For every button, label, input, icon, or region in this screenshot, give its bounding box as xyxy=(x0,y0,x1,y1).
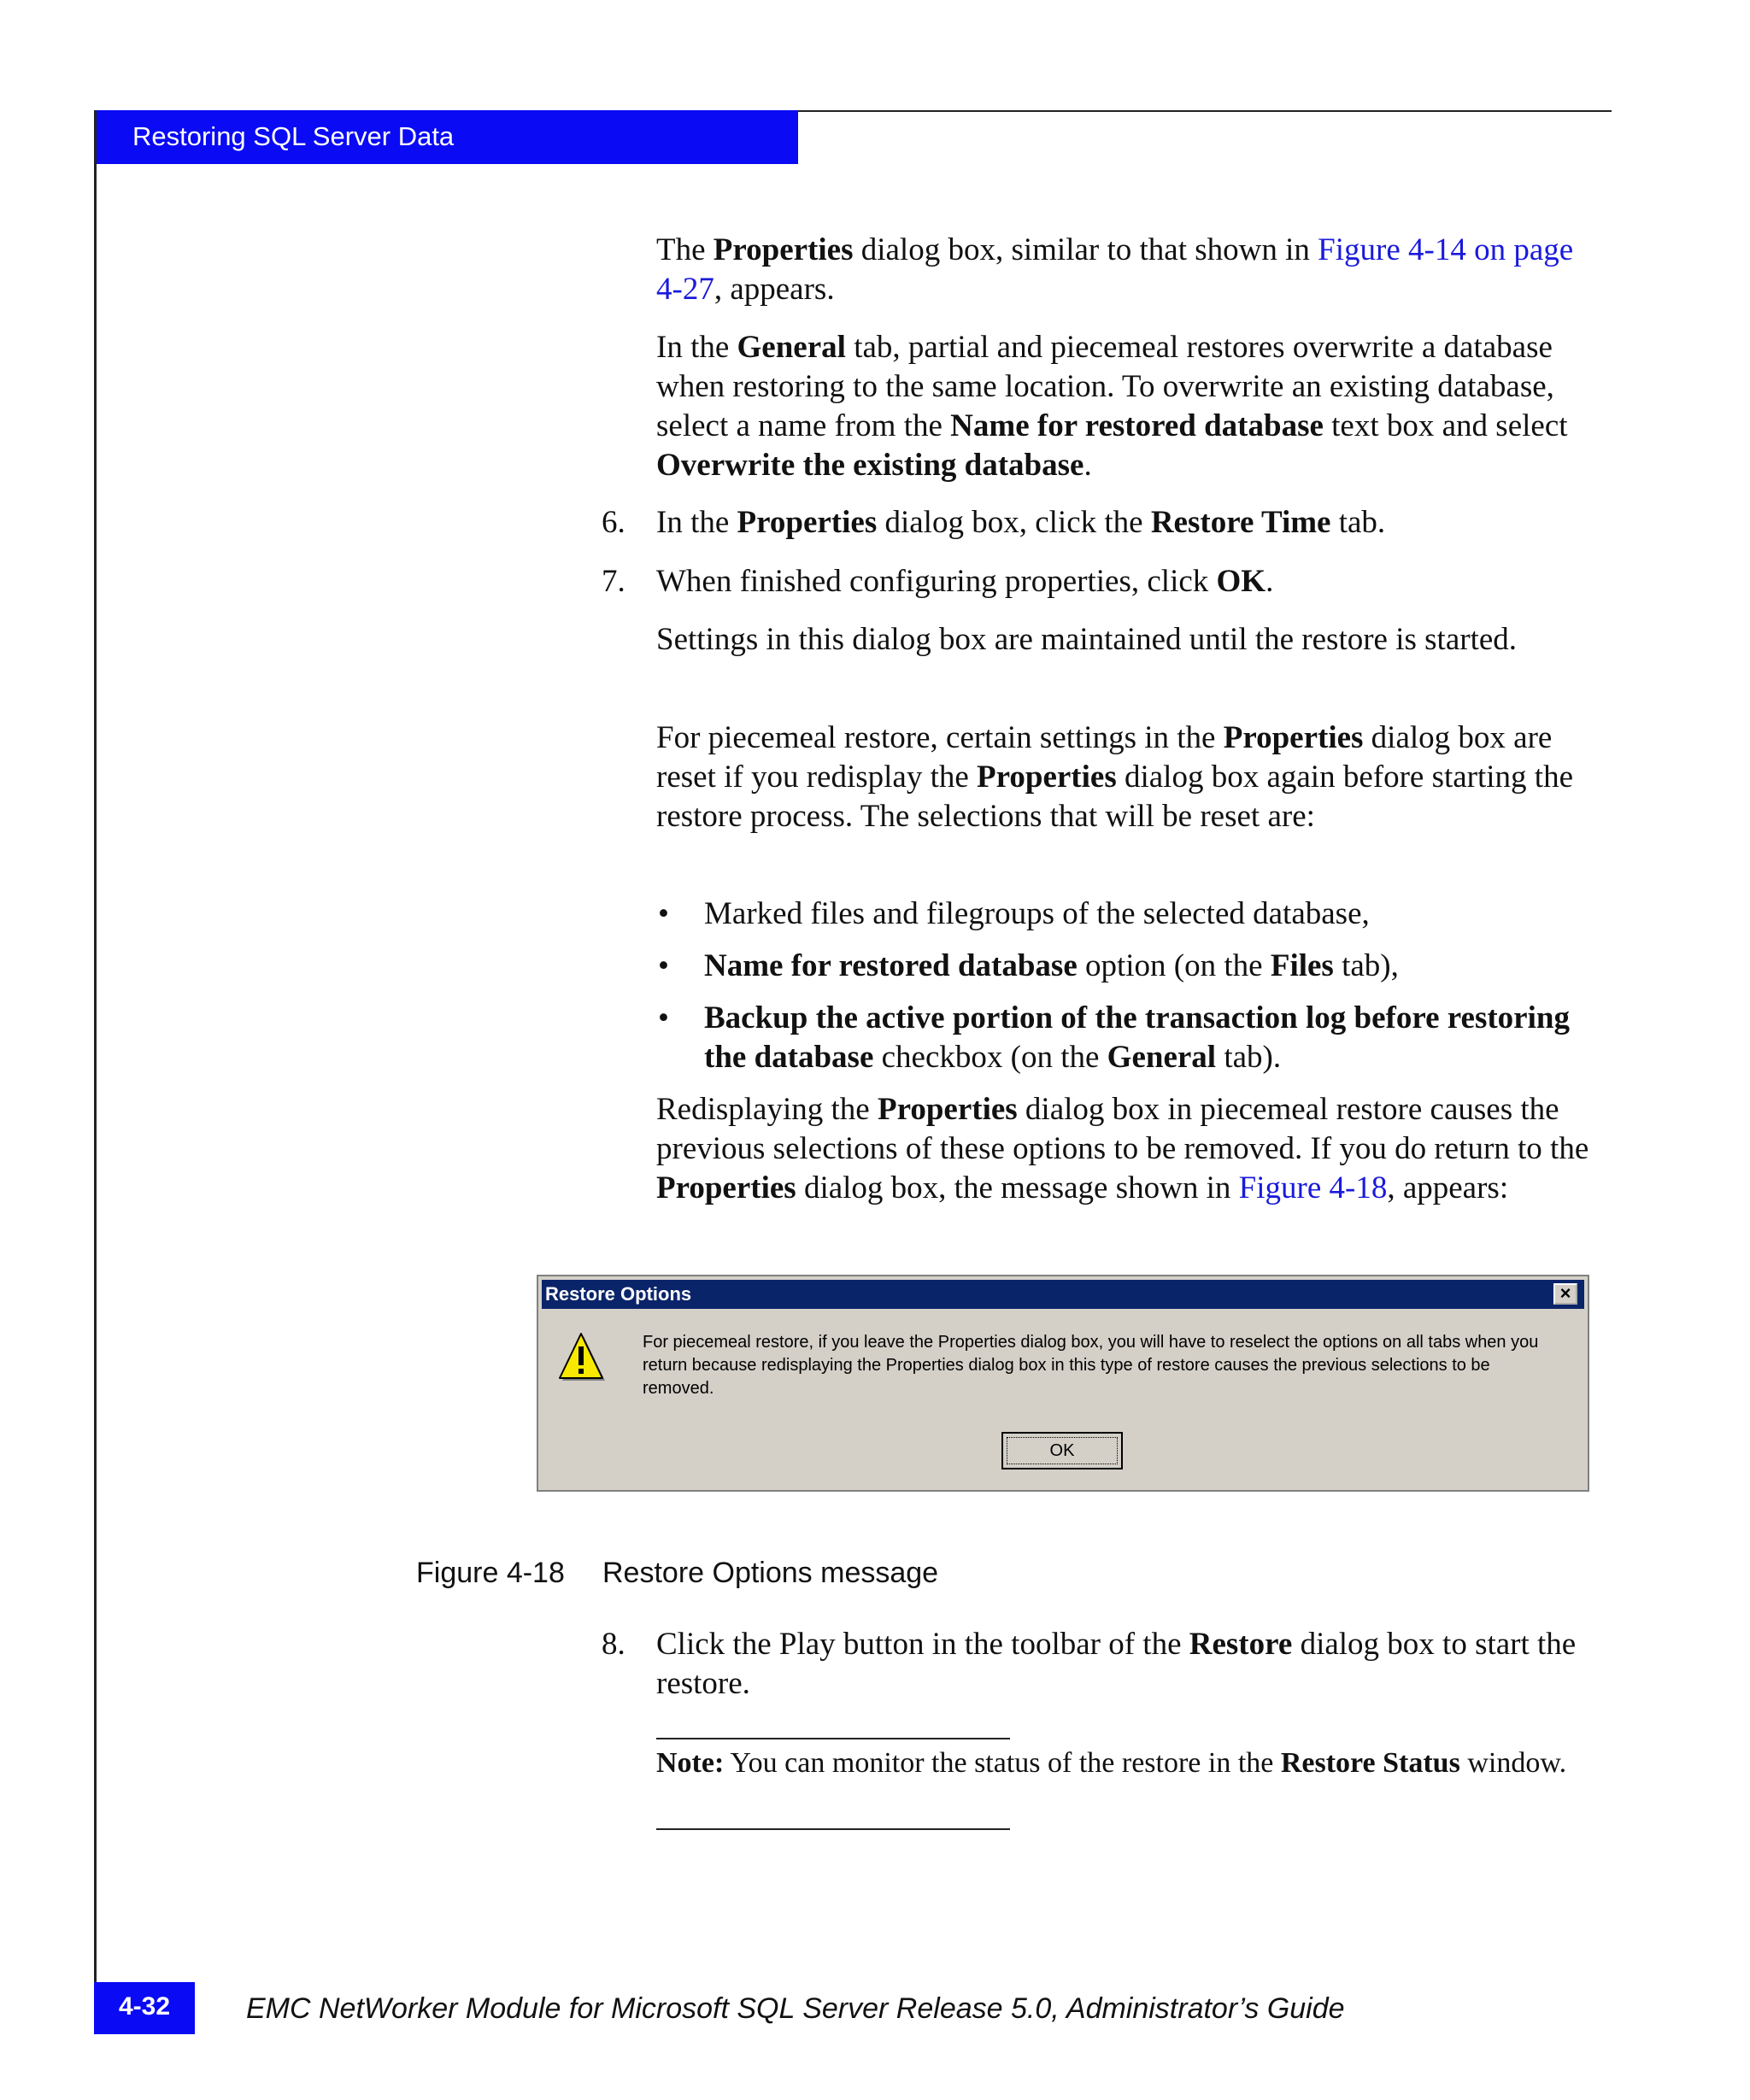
dialog-titlebar xyxy=(542,1280,1584,1309)
figure-label: Figure 4-18 xyxy=(416,1557,565,1589)
note-label: Note: xyxy=(656,1747,725,1779)
figure-4-18-link[interactable]: Figure 4-18 xyxy=(1238,1170,1388,1205)
left-margin-rule xyxy=(94,110,97,2034)
bullet-marker: • xyxy=(658,948,669,983)
close-button[interactable] xyxy=(1553,1283,1577,1305)
bullet-marker: • xyxy=(658,896,669,931)
restore-options-dialog xyxy=(537,1275,1589,1492)
step-number: 7. xyxy=(602,564,625,599)
paragraph-piecemeal-reset: For piecemeal restore, certain settings in the Properties dialog box are reset if you redisplay the Properties dialog box again before starting the restore process. The selections that will be reset are: xyxy=(656,720,1574,834)
note-top-rule xyxy=(656,1738,1010,1739)
bullet-marker: • xyxy=(658,1000,669,1035)
warning-icon xyxy=(555,1331,607,1386)
running-header-title: Restoring SQL Server Data xyxy=(132,121,455,151)
step-6-text: In the Properties dialog box, click the Restore Time tab. xyxy=(656,505,1386,540)
paragraph-properties-intro: The Properties dialog box, similar to that shown in Figure 4-14 on page 4-27, appears. xyxy=(656,232,1574,307)
bullet-item: Name for restored database option (on the Files tab), xyxy=(704,948,1399,983)
ok-button-label: OK xyxy=(1007,1437,1118,1464)
paragraph-general-tab: In the General tab, partial and piecemeal restores overwrite a database when restoring to the same location. To overwrite an existing database, select a name from the Name for restored database text box and select Overwrite the existing database. xyxy=(656,330,1568,483)
bullet-item: Backup the active portion of the transaction log before restoring the database checkbox (on the General tab). xyxy=(704,1000,1570,1075)
dialog-message: For piecemeal restore, if you leave the Properties dialog box, you will have to reselect the options on all tabs when you return because redisplaying the Properties dialog box in this type of restore causes the previous selections to be removed. xyxy=(643,1333,1539,1398)
note: Note: You can monitor the status of the restore in the Restore Status window. xyxy=(656,1747,1567,1779)
figure-caption: Restore Options message xyxy=(602,1557,939,1589)
step-8-text: Click the Play button in the toolbar of the Restore dialog box to start the restore. xyxy=(656,1627,1577,1701)
dialog-title: Restore Options xyxy=(545,1283,692,1305)
header-rule xyxy=(798,110,1612,112)
bullet-item: Marked files and filegroups of the selected database, xyxy=(704,896,1370,931)
figure-4-14-link[interactable]: Figure 4-14 on page 4-27 xyxy=(656,232,1574,307)
step-number: 6. xyxy=(602,505,625,540)
close-icon: × xyxy=(1559,1282,1571,1304)
ok-button[interactable] xyxy=(1001,1432,1123,1469)
paragraph-settings-maintained: Settings in this dialog box are maintained until the restore is started. xyxy=(656,622,1518,657)
step-number: 8. xyxy=(602,1627,625,1662)
footer-title: EMC NetWorker Module for Microsoft SQL Server Release 5.0, Administrator’s Guide xyxy=(246,1992,1345,2025)
page-number: 4-32 xyxy=(118,1992,171,2021)
note-bottom-rule xyxy=(656,1828,1010,1830)
step-7-text: When finished configuring properties, click OK. xyxy=(656,564,1274,599)
paragraph-redisplaying: Redisplaying the Properties dialog box in piecemeal restore causes the previous selections of these options to be removed. If you do return to the Properties dialog box, the message shown in Figure 4-18, appears: xyxy=(656,1092,1589,1205)
